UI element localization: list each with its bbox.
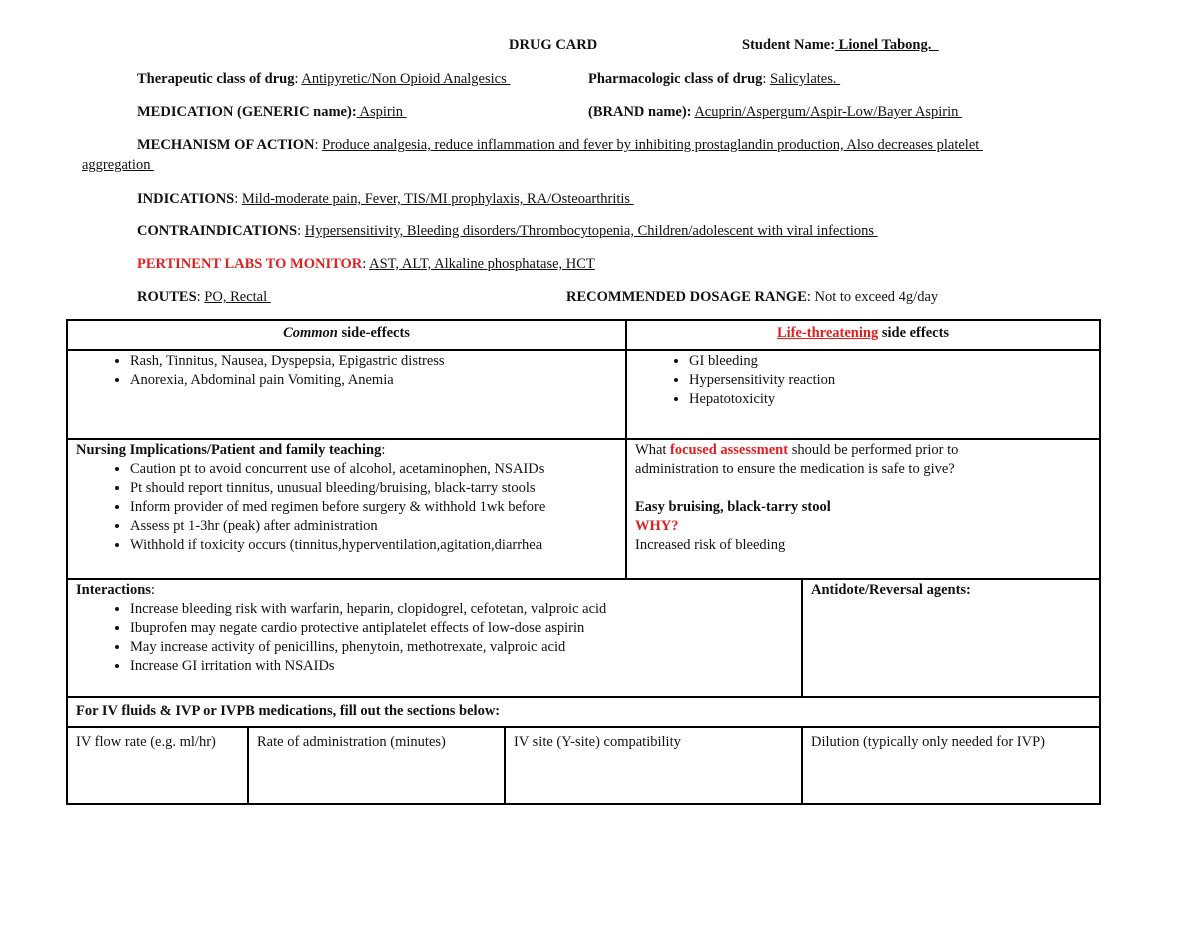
generic-name-label: MEDICATION (GENERIC name):	[137, 104, 357, 120]
common-side-effects-header: Common side-effects	[67, 320, 626, 350]
focused-assessment-answer: Easy bruising, black-tarry stool	[635, 499, 831, 515]
labs-field: PERTINENT LABS TO MONITOR: AST, ALT, Alkaline phosphatase, HCT	[137, 256, 595, 272]
indications-label: INDICATIONS	[137, 191, 235, 207]
focused-assessment-cell: What focused assessment should be performed prior to administration to ensure the medication is safe to give? Easy bruising, black-tarry stool WHY? Increased risk of bleeding	[626, 439, 1100, 579]
pharmacologic-class-value: Salicylates.	[770, 71, 841, 87]
interactions-list	[76, 600, 793, 676]
interaction-item: • May increase activity of penicillins, phenytoin, methotrexate, valproic acid	[130, 638, 793, 657]
iv-site-compatibility-cell: IV site (Y-site) compatibility	[505, 727, 802, 804]
labs-value: AST, ALT, Alkaline phosphatase, HCT	[369, 256, 595, 272]
pharmacologic-class-field: Pharmacologic class of drug: Salicylates.	[588, 71, 841, 87]
common-side-effects-cell	[67, 350, 626, 439]
why-label: WHY?	[635, 518, 679, 534]
mechanism-value-line1: Produce analgesia, reduce inflammation and fever by inhibiting prostaglandin production, Also decreases platelet	[322, 137, 983, 153]
common-side-effects-list	[76, 352, 617, 390]
generic-name-field	[137, 104, 407, 121]
labs-label: PERTINENT LABS TO MONITOR	[137, 256, 363, 272]
nursing-implications-label: Nursing Implications/Patient and family teaching	[76, 442, 382, 458]
routes-label: ROUTES	[137, 289, 197, 305]
mechanism-field: MECHANISM OF ACTION: Produce analgesia, reduce inflammation and fever by inhibiting prostaglandin production, Also decreases platelet	[137, 137, 983, 153]
therapeutic-class-value: Antipyretic/Non Opioid Analgesics	[301, 71, 511, 87]
life-threatening-side-effects-header: Life-threatening side effects	[626, 320, 1100, 350]
iv-flow-rate-cell: IV flow rate (e.g. ml/hr)	[67, 727, 248, 804]
brand-name-label: (BRAND name):	[588, 104, 692, 120]
nursing-implications-list	[76, 460, 617, 555]
routes-field: ROUTES: PO, Rectal	[137, 289, 271, 305]
contraindications-field: CONTRAINDICATIONS: Hypersensitivity, Bleeding disorders/Thrombocytopenia, Children/adolescent with viral infections	[137, 223, 878, 239]
life-threatening-side-effects-list	[635, 352, 1091, 409]
nursing-implications-cell: Nursing Implications/Patient and family teaching: • Caution pt to avoid concurrent use of alcohol, acetaminophen, NSAIDs • Pt should report tinnitus, unusual bleeding/bruising, black-tarry stools • Inform provider of med regimen before surgery & withhold 1wk before • Assess pt 1-3hr (peak) after administration • Withhold if toxicity occurs (tinnitus,hyperventilation,agitation,diarrhea	[67, 439, 626, 579]
brand-name-value: Acuprin/Aspergum/Aspir-Low/Bayer Aspirin	[694, 104, 962, 120]
page-title: DRUG CARD	[509, 37, 598, 53]
generic-name-value: Aspirin	[356, 104, 407, 120]
life-threatening-side-effect-item: • Hypersensitivity reaction	[689, 371, 1091, 390]
interactions-label: Interactions	[76, 582, 151, 598]
routes-value: PO, Rectal	[204, 289, 271, 305]
drug-card-table	[66, 319, 1101, 805]
antidote-label: Antidote/Reversal agents:	[811, 582, 971, 598]
life-threatening-side-effect-item: • Hepatotoxicity	[689, 390, 1091, 409]
nursing-implication-item: • Withhold if toxicity occurs (tinnitus,hyperventilation,agitation,diarrhea	[130, 536, 617, 555]
common-side-effect-item: • Anorexia, Abdominal pain Vomiting, Anemia	[130, 371, 617, 390]
indications-value: Mild-moderate pain, Fever, TIS/MI prophylaxis, RA/Osteoarthritis	[241, 191, 634, 207]
student-name-field	[742, 37, 939, 54]
interactions-cell: Interactions: • Increase bleeding risk with warfarin, heparin, clopidogrel, cefotetan, valproic acid • Ibuprofen may negate cardio protective antiplatelet effects of low-dose aspirin • May increase activity of penicillins, phenytoin, methotrexate, valproic acid • Increase GI irritation with NSAIDs	[67, 579, 802, 697]
dosage-value: Not to exceed 4g/day	[814, 289, 939, 305]
interaction-item: • Increase GI irritation with NSAIDs	[130, 657, 793, 676]
therapeutic-class-field: Therapeutic class of drug: Antipyretic/Non Opioid Analgesics	[137, 71, 511, 87]
pharmacologic-class-label: Pharmacologic class of drug	[588, 71, 763, 87]
interaction-item: • Increase bleeding risk with warfarin, heparin, clopidogrel, cefotetan, valproic acid	[130, 600, 793, 619]
dosage-field: RECOMMENDED DOSAGE RANGE: Not to exceed 4g/day	[566, 289, 939, 305]
mechanism-value-line2: aggregation	[82, 157, 155, 173]
dosage-label: RECOMMENDED DOSAGE RANGE	[566, 289, 807, 305]
contraindications-value: Hypersensitivity, Bleeding disorders/Thrombocytopenia, Children/adolescent with viral infections	[304, 223, 878, 239]
student-name-value: Lionel Tabong.	[835, 37, 939, 53]
nursing-implication-item: • Caution pt to avoid concurrent use of alcohol, acetaminophen, NSAIDs	[130, 460, 617, 479]
student-name-label: Student Name:	[742, 37, 836, 53]
life-threatening-side-effect-item: • GI bleeding	[689, 352, 1091, 371]
nursing-implication-item: • Pt should report tinnitus, unusual bleeding/bruising, black-tarry stools	[130, 479, 617, 498]
life-threatening-side-effects-cell	[626, 350, 1100, 439]
focused-assessment-label: focused assessment	[670, 442, 789, 458]
iv-section-header: For IV fluids & IVP or IVPB medications, fill out the sections below:	[67, 697, 1100, 727]
nursing-implication-item: • Inform provider of med regimen before surgery & withhold 1wk before	[130, 498, 617, 517]
contraindications-label: CONTRAINDICATIONS	[137, 223, 298, 239]
why-answer: Increased risk of bleeding	[635, 537, 786, 553]
antidote-cell	[802, 579, 1100, 697]
common-side-effect-item: • Rash, Tinnitus, Nausea, Dyspepsia, Epigastric distress	[130, 352, 617, 371]
interaction-item: • Ibuprofen may negate cardio protective antiplatelet effects of low-dose aspirin	[130, 619, 793, 638]
nursing-implication-item: • Assess pt 1-3hr (peak) after administration	[130, 517, 617, 536]
iv-dilution-cell: Dilution (typically only needed for IVP)	[802, 727, 1100, 804]
brand-name-field	[588, 104, 962, 121]
indications-field: INDICATIONS: Mild-moderate pain, Fever, TIS/MI prophylaxis, RA/Osteoarthritis	[137, 191, 634, 207]
iv-administration-rate-cell: Rate of administration (minutes)	[248, 727, 505, 804]
therapeutic-class-label: Therapeutic class of drug	[137, 71, 295, 87]
mechanism-label: MECHANISM OF ACTION	[137, 137, 315, 153]
